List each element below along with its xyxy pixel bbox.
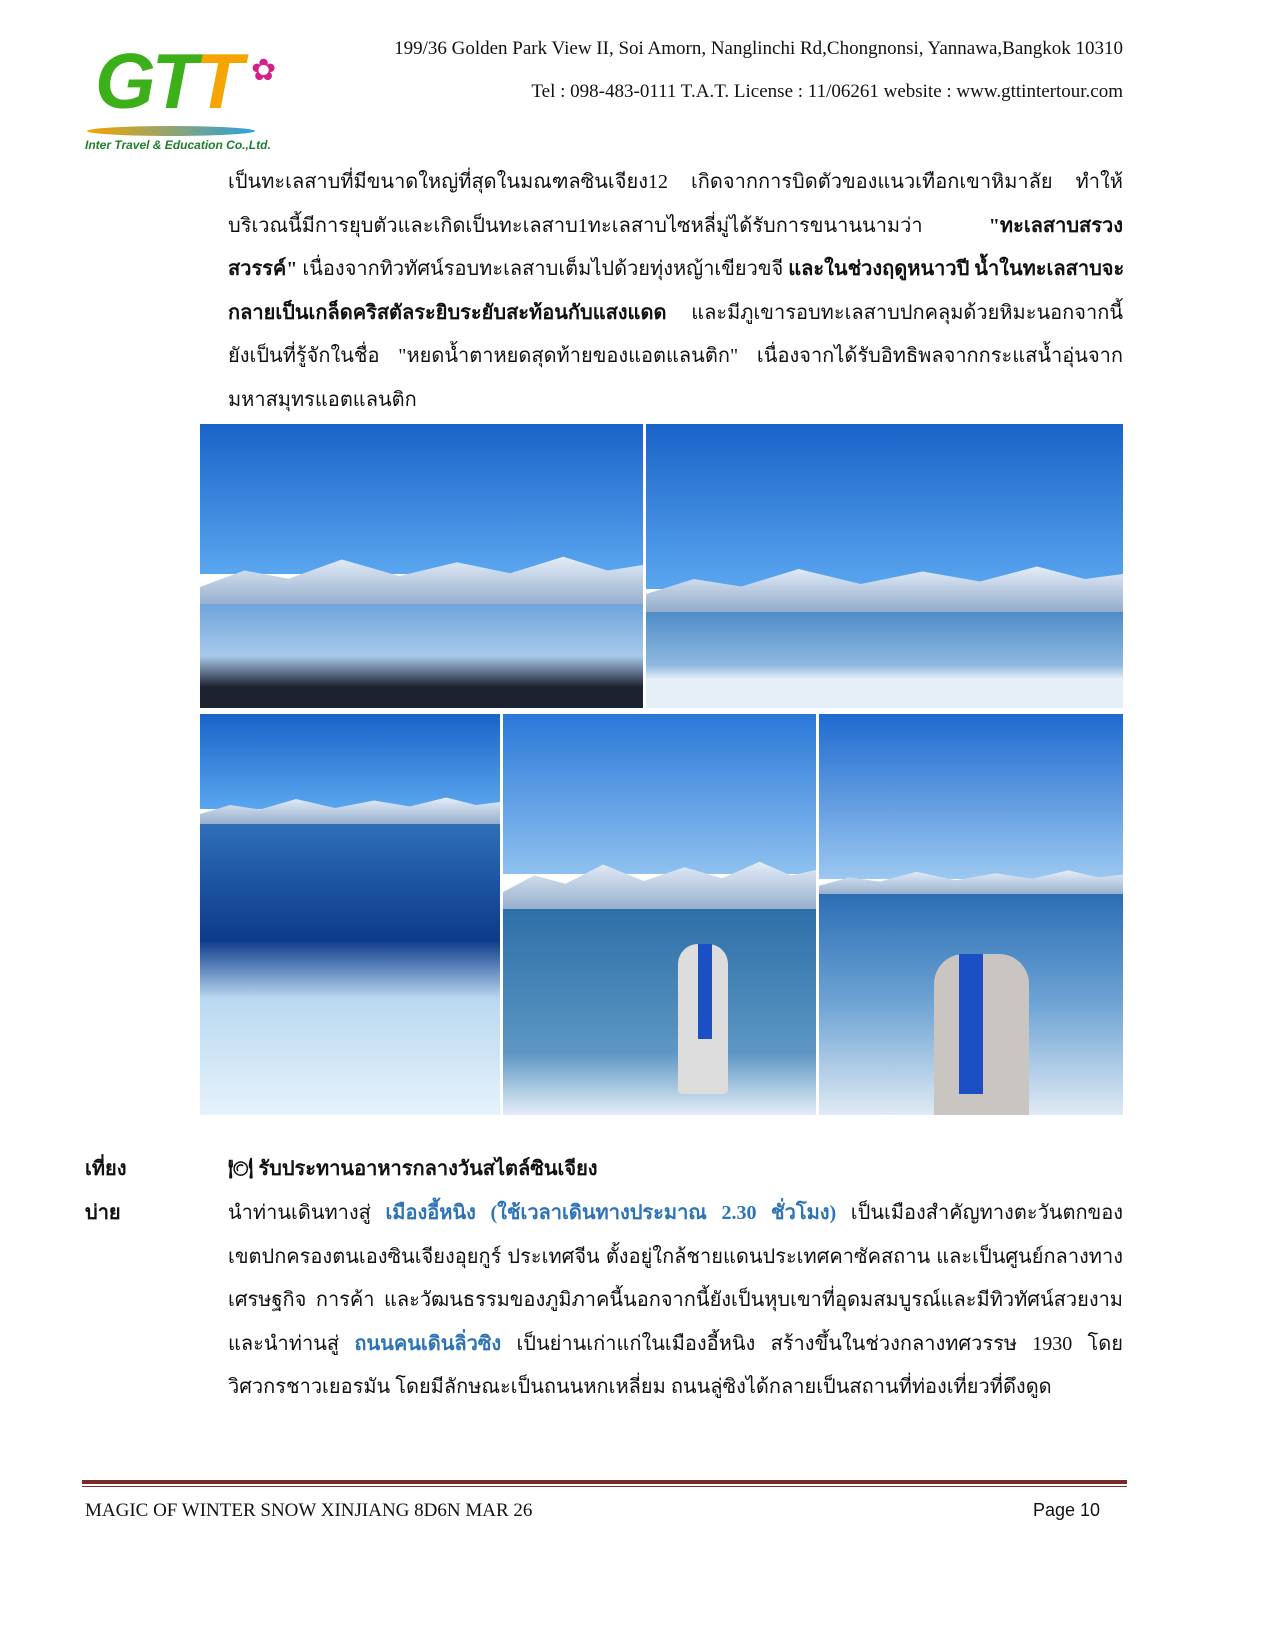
text-line: [228, 379, 1123, 423]
text-segment: และในช่วงฤดูหนาวปี น้ำในทะเลสาบจะ: [788, 258, 1125, 281]
page-number: Page 10: [1032, 1500, 1100, 1520]
intro-paragraph: [228, 161, 1123, 423]
photo-lake-shore: [646, 424, 1123, 708]
afternoon-label: บ่าย: [85, 1202, 121, 1224]
lunch-text: รับประทานอาหารกลางวันสไตล์ซินเจียง: [258, 1158, 598, 1180]
text-line: [228, 335, 1123, 379]
company-address: 199/36 Golden Park View II, Soi Amorn, Nanglinchi Rd,Chongnonsi, Yannawa,Bangkok 10310: [394, 38, 1123, 59]
text-line: [228, 1236, 1123, 1280]
text-segment: เมืองอี้หนิง (ใช้เวลาเดินทางประมาณ 2.30 ชั่วโมง): [385, 1202, 837, 1224]
company-logo: [85, 37, 295, 154]
text-line: [228, 205, 1123, 249]
text-segment: วิศวกรชาวเยอรมัน โดยมีลักษณะเป็นถนนหกเหลี่ยม ถนนลู่ซิงได้กลายเป็นสถานที่ท่องเที่ยวที่ดึงดูด: [228, 1376, 1052, 1399]
text-segment: ยังเป็นที่รู้จักในชื่อ "หยดน้ำตาหยดสุดท้ายของแอตแลนติก" เนื่องจากได้รับอิทธิพลจากกระแสน้ำอุ่นจาก: [228, 345, 1123, 368]
photo-ice-shards: [200, 714, 500, 1115]
text-segment: กลายเป็นเกล็ดคริสตัลระยิบระยับสะท้อนกับแสงแดด: [228, 301, 667, 324]
text-segment: เศรษฐกิจ การค้า และวัฒนธรรมของภูมิภาคนี้นอกจากนี้ยังเป็นหุบเขาที่อุดมสมบูรณ์และมีทิวทัศน์สวยงาม: [228, 1289, 1123, 1312]
text-segment: นำท่านเดินทางสู่: [228, 1202, 386, 1224]
text-segment: ถนนคนเดินลิ่วซิง: [354, 1332, 502, 1355]
lunch-row: [228, 1148, 1123, 1192]
text-segment: เป็นเมืองสำคัญทางตะวันตกของ: [836, 1202, 1124, 1224]
photo-lake-road: [200, 424, 643, 708]
logo-wave: [87, 126, 255, 136]
footer-rule: [82, 1480, 1127, 1484]
text-segment: "ทะเลสาบสรวง: [988, 214, 1123, 237]
text-line: [228, 248, 1123, 292]
text-line: [228, 161, 1123, 205]
text-line: [228, 1279, 1123, 1323]
footer-rule-thin: [82, 1486, 1127, 1487]
afternoon-paragraph: [228, 1192, 1123, 1410]
meal-icon: 🍽: [228, 1158, 254, 1180]
company-contact: Tel : 098-483-0111 T.A.T. License : 11/06261 website : www.gttintertour.com: [531, 81, 1123, 102]
text-segment: เป็นย่านเก่าแก่ในเมืองอี้หนิง สร้างขึ้นในช่วงกลางทศวรรษ 1930 โดย: [501, 1332, 1123, 1355]
footer-title: MAGIC OF WINTER SNOW XINJIANG 8D6N MAR 26: [85, 1500, 533, 1521]
text-line: [228, 1366, 1123, 1410]
text-line: [228, 292, 1123, 336]
flower-icon: ✿: [251, 54, 277, 87]
text-line: [228, 1192, 1123, 1236]
photo-person-ice: [819, 714, 1123, 1115]
text-segment: เป็นทะเลสาบที่มีขนาดใหญ่ที่สุดในมณฑลซินเจียง12 เกิดจากการบิดตัวของแนวเทือกเขาหิมาลัย ทำให้: [228, 171, 1123, 193]
logo-subtitle: Inter Travel & Education Co.,Ltd.: [85, 138, 271, 152]
photo-person-shore: [503, 714, 816, 1115]
lunch-label: เที่ยง: [85, 1158, 127, 1180]
text-segment: เนื่องจากทิวทัศน์รอบทะเลสาบเต็มไปด้วยทุ่งหญ้าเขียวขจี: [297, 258, 789, 281]
text-segment: สวรรค์": [228, 258, 298, 281]
text-segment: บริเวณนี้มีการยุบตัวและเกิดเป็นทะเลสาบ1ทะเลสาบไซหลี่มู่ได้รับการขนานนามว่า: [228, 214, 989, 237]
text-segment: มหาสมุทรแอตแลนติก: [228, 388, 417, 411]
text-segment: และมีภูเขารอบทะเลสาบปกคลุมด้วยหิมะนอกจากนี้: [666, 301, 1123, 324]
text-segment: เขตปกครองตนเองซินเจียงอุยกูร์ ประเทศจีน ตั้งอยู่ใกล้ชายแดนประเทศคาซัคสถาน และเป็นศูนย์กลางทาง: [228, 1245, 1123, 1268]
logo-text: GTT: [95, 37, 239, 125]
text-segment: และนำท่านสู่: [228, 1332, 355, 1355]
text-line: [228, 1323, 1123, 1367]
